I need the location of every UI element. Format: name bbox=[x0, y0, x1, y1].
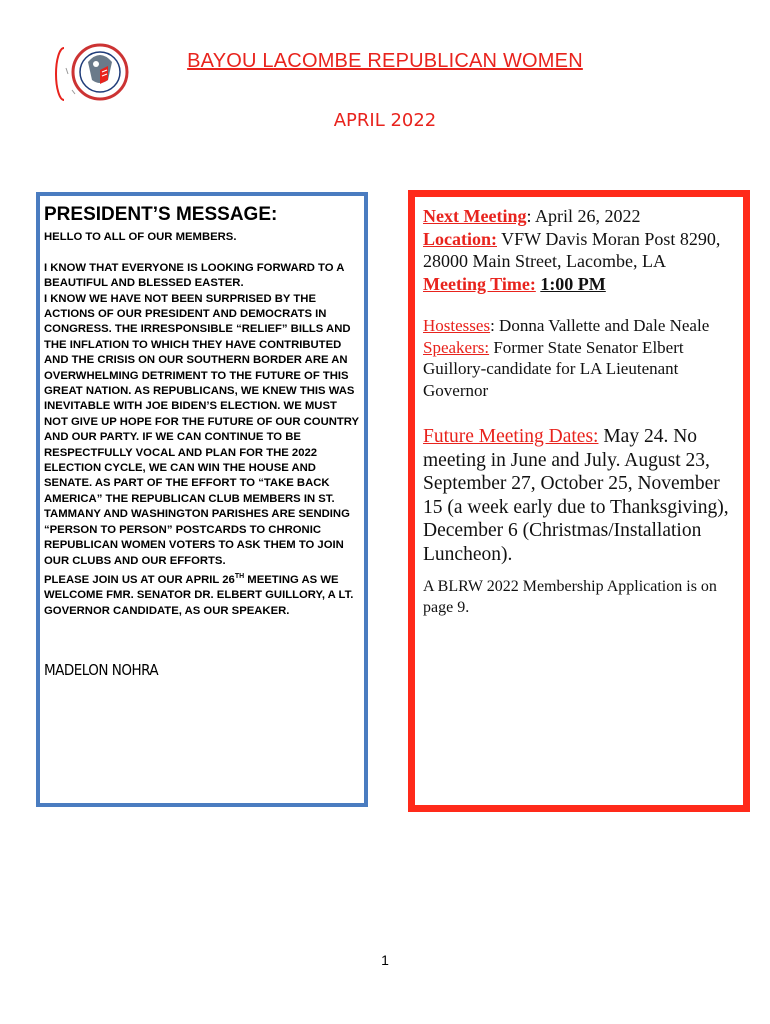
meeting-time-line: Meeting Time: 1:00 PM bbox=[423, 273, 606, 294]
signature: MADELON NOHRA bbox=[44, 661, 159, 679]
meeting-details bbox=[423, 205, 737, 295]
membership-note: A BLRW 2022 Membership Application is on page 9. bbox=[423, 578, 717, 616]
org-title: BAYOU LACOMBE REPUBLICAN WOMEN bbox=[187, 50, 583, 72]
message-paragraph-1: I KNOW THAT EVERYONE IS LOOKING FORWARD TO A BEAUTIFUL AND BLESSED EASTER. bbox=[44, 261, 345, 290]
hostesses-line: Hostesses: Donna Vallette and Dale Neale bbox=[423, 316, 710, 335]
greeting: HELLO TO ALL OF OUR MEMBERS. bbox=[44, 231, 237, 243]
meeting-info-box bbox=[408, 190, 750, 812]
location-line: Location: VFW Davis Moran Post 8290, 28000 Main Street, Lacombe, LA bbox=[423, 228, 721, 271]
future-meeting-dates: Future Meeting Dates: May 24. No meeting in June and July. August 23, September 27, October 25, November 15 (a week early due to Thanksgiving), December 6 (Christmas/Installation Luncheon). bbox=[423, 426, 729, 565]
presidents-message-box bbox=[36, 192, 368, 807]
speakers-line: Speakers: Former State Senator Elbert Guillory-candidate for LA Lieutenant Governor bbox=[423, 337, 684, 400]
presidents-message-heading: PRESIDENT’S MESSAGE: bbox=[44, 204, 278, 225]
next-meeting-line: Next Meeting: April 26, 2022 bbox=[423, 206, 641, 226]
presidents-message-text bbox=[44, 230, 362, 619]
message-paragraph-3: PLEASE JOIN US AT OUR APRIL 26TH MEETING AS WE WELCOME FMR. SENATOR DR. ELBERT GUILLORY, A LT. GOVERNOR CANDIDATE, AS OUR SPEAKER. bbox=[44, 572, 354, 617]
hosts-and-speakers bbox=[423, 315, 737, 401]
issue-date: APRIL 2022 bbox=[333, 110, 437, 131]
page-number: 1 bbox=[381, 952, 389, 968]
message-paragraph-2: I KNOW WE HAVE NOT BEEN SURPRISED BY THE ACTIONS OF OUR PRESIDENT AND DEMOCRATS IN CONGRESS. THE IRRESPONSIBLE “RELIEF” BILLS AND THE INFLATION TO WHICH THEY HAVE CONTRIBUTED AND THE CRISIS ON OUR SOUTHERN BORDER ARE AN OVERWHELMING DETRIMENT TO THE FUTURE OF THIS GREAT NATION. AS REPUBLICANS, WE KNEW THIS WAS INEVITABLE WITH JOE BIDEN’S ELECTION. WE MUST NOT GIVE UP HOPE FOR THE FUTURE OF OUR COUNTRY AND OUR PARTY. IF WE CAN CONTINUE TO BE RESPECTFULLY VOCAL AND PLAN FOR THE 2022 ELECTION CYCLE, WE CAN WIN THE HOUSE AND SENATE. AS PART OF THE EFFORT TO “TAKE BACK AMERICA” THE REPUBLICAN CLUB MEMBERS IN ST. TAMMANY AND WASHINGTON PARISHES ARE SENDING “PERSON TO PERSON” POSTCARDS TO CHRONIC REPUBLICAN WOMEN VOTERS TO ASK THEM TO JOIN OUR CLUBS AND OUR EFFORTS. bbox=[44, 292, 359, 567]
